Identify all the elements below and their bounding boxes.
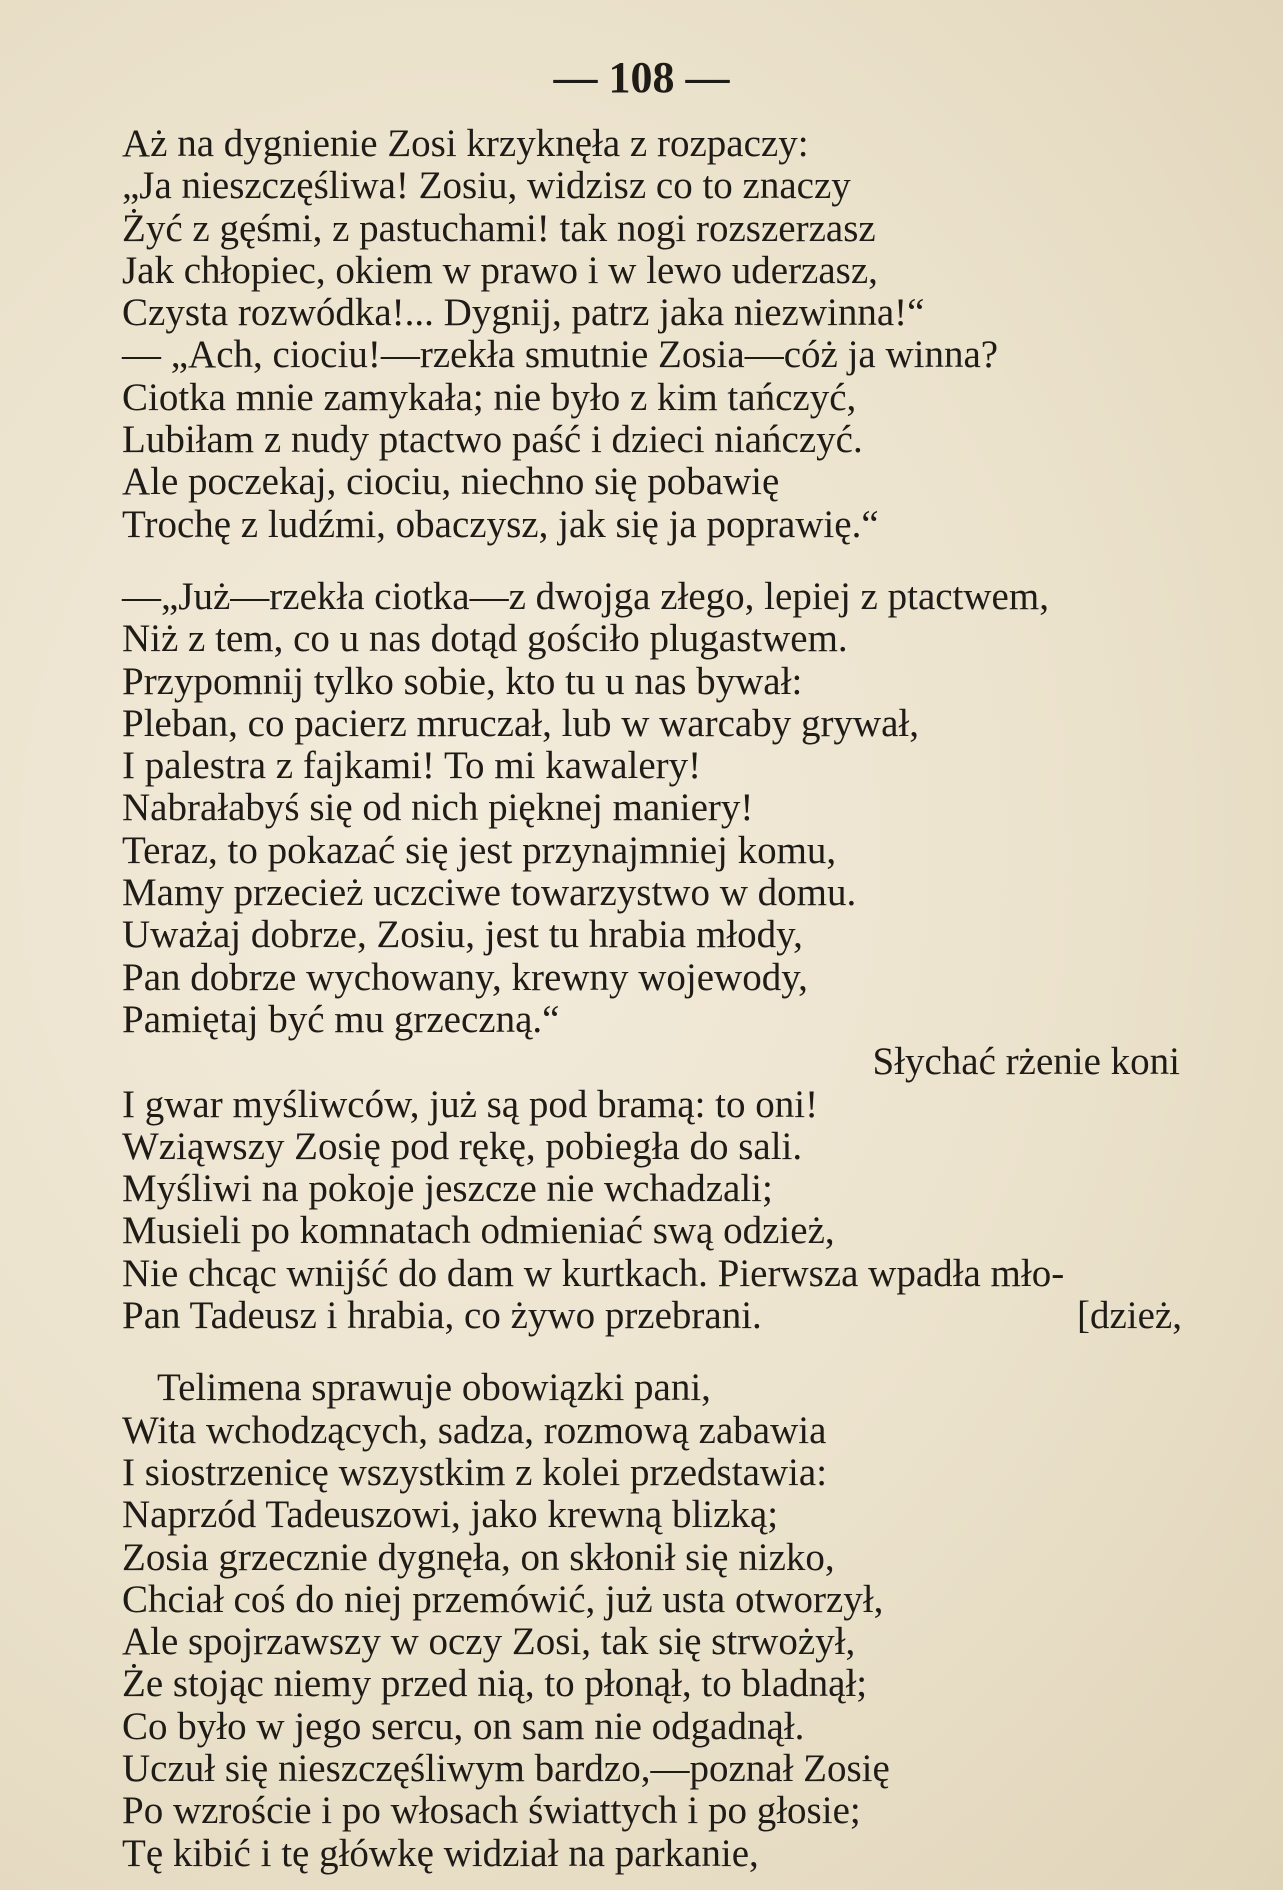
verse-line: Pleban, co pacierz mruczał, lub w warcaby grywał, — [122, 701, 919, 745]
stanza-gap — [122, 546, 1182, 576]
verse-line: Wziąwszy Zosię pod rękę, pobiegła do sali. — [122, 1124, 803, 1168]
verse-line: Telimena sprawuje obowiązki pani, — [157, 1366, 711, 1410]
verse-line: Myśliwi na pokoje jeszcze nie wchadzali; — [122, 1167, 773, 1211]
verse-line-hyphen-continuation: [dzież, — [1076, 1294, 1182, 1338]
verse-line: Lubiłam z nudy ptactwo paść i dzieci niańczyć. — [122, 418, 863, 462]
verse-line: Ale poczekaj, ciociu, niechno się pobawię — [122, 460, 780, 504]
verse-line: Chciał coś do niej przemówić, już usta otworzył, — [122, 1577, 884, 1621]
verse-line: Nie chcąc wnijść do dam w kurtkach. Pierwsza wpadła mło- — [122, 1251, 1065, 1295]
verse-line: Czysta rozwódka!... Dygnij, patrz jaka niezwinna!“ — [122, 291, 925, 335]
verse-line: Przypomnij tylko sobie, kto tu u nas bywał: — [122, 659, 803, 703]
verse-line: Ciotka mnie zamykała; nie było z kim tańczyć, — [122, 375, 857, 419]
verse-line: I siostrzenicę wszystkim z kolei przedstawia: — [122, 1450, 828, 1494]
verse-line: Ale spojrzawszy w oczy Zosi, tak się strwożył, — [122, 1620, 856, 1664]
verse-line: Jak chłopiec, okiem w prawo i w lewo uderzasz, — [122, 248, 878, 292]
stanza-3 — [122, 1367, 1182, 1875]
verse-line: Co było w jego sercu, on sam nie odgadnął. — [122, 1704, 805, 1748]
poem-text — [122, 123, 1182, 1875]
stanza-2 — [122, 576, 1182, 1337]
verse-line: Wita wchodzących, sadza, rozmową zabawia — [122, 1408, 827, 1452]
verse-line: Nabrałabyś się od nich pięknej maniery! — [122, 786, 754, 830]
verse-line: Teraz, to pokazać się jest przynajmniej komu, — [122, 828, 837, 872]
verse-line: I palestra z fajkami! To mi kawalery! — [122, 744, 702, 788]
stanza-gap — [122, 1337, 1182, 1367]
verse-line-split — [122, 1295, 1182, 1337]
verse-line: I gwar myśliwców, już są pod bramą: to oni! — [122, 1082, 819, 1126]
verse-line: „Ja nieszczęśliwa! Zosiu, widzisz co to znaczy — [122, 164, 851, 208]
verse-line: Pan dobrze wychowany, krewny wojewody, — [122, 955, 808, 999]
verse-line: Tę kibić i tę główkę widział na parkanie, — [122, 1831, 759, 1875]
verse-line-right: Słychać rżenie koni — [872, 1040, 1180, 1084]
verse-line: Aż na dygnienie Zosi krzyknęła z rozpaczy: — [122, 122, 809, 165]
verse-line: Zosia grzecznie dygnęła, on skłonił się nizko, — [122, 1535, 835, 1579]
verse-line: Naprzód Tadeuszowi, jako krewną blizką; — [122, 1493, 779, 1537]
verse-line: Po wzroście i po włosach świattych i po głosie; — [122, 1789, 861, 1833]
verse-line: Uczuł się nieszczęśliwym bardzo,—poznał Zosię — [122, 1746, 890, 1790]
verse-line: Uważaj dobrze, Zosiu, jest tu hrabia młody, — [122, 913, 803, 957]
verse-line: —„Już—rzekła ciotka—z dwojga złego, lepiej z ptactwem, — [122, 574, 1049, 618]
verse-line: Że stojąc niemy przed nią, to płonął, to bladnął; — [122, 1662, 868, 1706]
verse-line: Mamy przecież uczciwe towarzystwo w domu. — [122, 871, 857, 915]
verse-line: Niż z tem, co u nas dotąd gościło plugastwem. — [122, 617, 848, 661]
stanza-1 — [122, 123, 1182, 546]
verse-line: Pamiętaj być mu grzeczną.“ — [122, 997, 560, 1041]
page-number: — 108 — — [553, 53, 730, 102]
verse-line: — „Ach, ciociu!—rzekła smutnie Zosia—cóż ja winna? — [122, 333, 999, 377]
verse-line: Musieli po komnatach odmieniać swą odzież, — [122, 1209, 835, 1253]
verse-line: Trochę z ludźmi, obaczysz, jak się ja poprawię.“ — [122, 502, 879, 546]
verse-line: Żyć z gęśmi, z pastuchami! tak nogi rozszerzasz — [122, 206, 876, 250]
verse-line-left-part: Pan Tadeusz i hrabia, co żywo przebrani. — [122, 1294, 762, 1338]
